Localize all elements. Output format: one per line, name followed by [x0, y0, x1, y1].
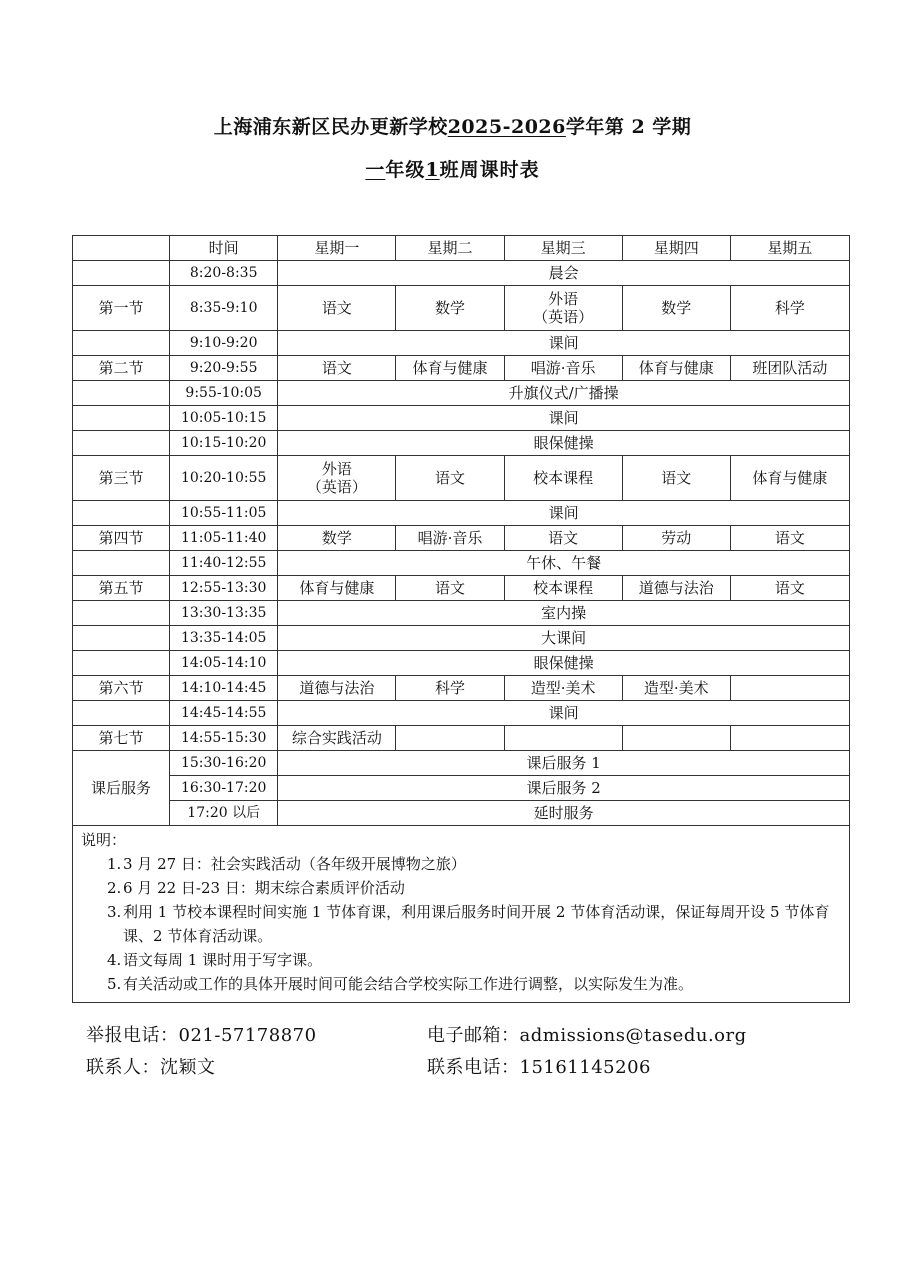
after-school-row	[73, 776, 850, 801]
subject-cell: 造型·美术	[622, 676, 730, 701]
time-cell: 9:20-9:55	[170, 356, 278, 381]
subject-cell: 语文	[278, 286, 396, 331]
subject-cell: 数学	[396, 286, 504, 331]
break-row	[73, 406, 850, 431]
period-cell: 第一节	[73, 286, 170, 331]
subject-cell: 语文	[504, 526, 622, 551]
note-text: 利用 1 节校本课程时间实施 1 节体育课，利用课后服务时间开展 2 节体育活动课，保证每周开设 5 节体育课、2 节体育活动课。	[123, 903, 830, 945]
lesson-row	[73, 726, 850, 751]
title-years: 2025-2026	[447, 116, 566, 138]
period-cell	[73, 431, 170, 456]
header-time-cell: 时间	[170, 236, 278, 261]
period-cell: 第五节	[73, 576, 170, 601]
subject-line: 外语	[548, 290, 579, 308]
break-row	[73, 331, 850, 356]
header-row	[73, 236, 850, 261]
time-cell: 8:35-9:10	[170, 286, 278, 331]
notes-cell	[73, 826, 850, 1003]
time-cell: 16:30-17:20	[170, 776, 278, 801]
break-row	[73, 626, 850, 651]
header-day-cell: 星期二	[396, 236, 504, 261]
note-number: 3.	[107, 903, 122, 921]
activity-cell: 晨会	[278, 261, 850, 286]
note-item	[107, 900, 843, 948]
time-cell: 14:45-14:55	[170, 701, 278, 726]
activity-cell: 大课间	[278, 626, 850, 651]
contact-person: 联系人：沈颖文	[86, 1057, 216, 1078]
subject-cell	[396, 726, 504, 751]
subject-cell: 校本课程	[504, 576, 622, 601]
note-number: 1.	[107, 855, 122, 873]
note-item	[107, 972, 843, 996]
period-cell: 第二节	[73, 356, 170, 381]
period-cell: 第四节	[73, 526, 170, 551]
note-item	[107, 876, 843, 900]
subtitle-suffix: 班周课时表	[439, 159, 540, 181]
subject-cell: 语文	[730, 576, 849, 601]
lesson-row	[73, 676, 850, 701]
contact-email: 电子邮箱：admissions@tasedu.org	[427, 1025, 747, 1046]
subject-cell: 语文	[730, 526, 849, 551]
subject-cell: 道德与法治	[622, 576, 730, 601]
subject-cell	[730, 676, 849, 701]
break-row	[73, 261, 850, 286]
subtitle-grade: 一	[365, 159, 386, 181]
period-cell	[73, 601, 170, 626]
break-row	[73, 501, 850, 526]
header-period-cell	[73, 236, 170, 261]
note-number: 2.	[107, 879, 122, 897]
lesson-row	[73, 456, 850, 501]
break-row	[73, 651, 850, 676]
break-row	[73, 381, 850, 406]
time-cell: 10:55-11:05	[170, 501, 278, 526]
notes-row	[73, 826, 850, 1003]
break-row	[73, 701, 850, 726]
subtitle-class: 1	[425, 159, 440, 181]
time-cell: 15:30-16:20	[170, 751, 278, 776]
subject-cell: 造型·美术	[504, 676, 622, 701]
period-cell	[73, 551, 170, 576]
notes-list	[81, 852, 843, 996]
note-item	[107, 948, 843, 972]
activity-cell: 课间	[278, 701, 850, 726]
subject-cell: 综合实践活动	[278, 726, 396, 751]
activity-cell: 课后服务 1	[278, 751, 850, 776]
time-cell: 14:55-15:30	[170, 726, 278, 751]
time-cell: 13:30-13:35	[170, 601, 278, 626]
time-cell: 17:20 以后	[170, 801, 278, 826]
note-text: 6 月 22 日-23 日：期末综合素质评价活动	[123, 879, 405, 897]
subject-cell: 唱游·音乐	[396, 526, 504, 551]
header-day-cell: 星期三	[504, 236, 622, 261]
activity-cell: 眼保健操	[278, 431, 850, 456]
period-cell	[73, 381, 170, 406]
period-cell	[73, 626, 170, 651]
lesson-row	[73, 356, 850, 381]
period-cell: 第三节	[73, 456, 170, 501]
time-cell: 11:05-11:40	[170, 526, 278, 551]
period-cell	[73, 651, 170, 676]
break-row	[73, 601, 850, 626]
note-text: 3 月 27 日：社会实践活动（各年级开展博物之旅）	[123, 855, 466, 873]
time-cell: 8:20-8:35	[170, 261, 278, 286]
subject-line: （英语）	[306, 478, 367, 496]
time-cell: 9:55-10:05	[170, 381, 278, 406]
subject-cell: 科学	[396, 676, 504, 701]
period-cell	[73, 261, 170, 286]
time-cell: 10:20-10:55	[170, 456, 278, 501]
break-row	[73, 431, 850, 456]
lesson-row	[73, 576, 850, 601]
title-school: 上海浦东新区民办更新学校	[213, 116, 448, 138]
period-cell	[73, 701, 170, 726]
subject-cell: 班团队活动	[730, 356, 849, 381]
time-cell: 14:05-14:10	[170, 651, 278, 676]
note-item	[107, 852, 843, 876]
subject-cell: 体育与健康	[396, 356, 504, 381]
subject-cell: 语文	[278, 356, 396, 381]
activity-cell: 室内操	[278, 601, 850, 626]
header-day-cell: 星期五	[730, 236, 849, 261]
after-school-label: 课后服务	[73, 751, 170, 826]
period-cell: 第七节	[73, 726, 170, 751]
activity-cell: 课间	[278, 331, 850, 356]
subject-cell: 语文	[622, 456, 730, 501]
period-cell	[73, 331, 170, 356]
contact-phone: 联系电话：15161145206	[427, 1057, 651, 1078]
report-phone: 举报电话：021-57178870	[86, 1025, 317, 1046]
break-row	[73, 551, 850, 576]
time-cell: 9:10-9:20	[170, 331, 278, 356]
activity-cell: 眼保健操	[278, 651, 850, 676]
subject-cell: 道德与法治	[278, 676, 396, 701]
subject-cell: 唱游·音乐	[504, 356, 622, 381]
subject-cell: 体育与健康	[622, 356, 730, 381]
period-cell: 第六节	[73, 676, 170, 701]
subject-cell	[278, 456, 396, 501]
subject-cell	[504, 286, 622, 331]
period-cell	[73, 406, 170, 431]
subject-cell: 数学	[622, 286, 730, 331]
document-title	[0, 112, 905, 139]
subject-cell: 校本课程	[504, 456, 622, 501]
note-number: 4.	[107, 951, 122, 969]
timetable-body	[73, 236, 850, 1003]
time-cell: 10:05-10:15	[170, 406, 278, 431]
subject-cell	[622, 726, 730, 751]
subject-cell: 科学	[730, 286, 849, 331]
subject-cell: 体育与健康	[730, 456, 849, 501]
header-day-cell: 星期四	[622, 236, 730, 261]
subject-cell: 语文	[396, 576, 504, 601]
subject-cell: 劳动	[622, 526, 730, 551]
timetable	[72, 235, 850, 1003]
activity-cell: 升旗仪式/广播操	[278, 381, 850, 406]
note-number: 5.	[107, 975, 122, 993]
subject-cell: 数学	[278, 526, 396, 551]
subject-line: （英语）	[533, 308, 594, 326]
activity-cell: 课间	[278, 406, 850, 431]
time-cell: 10:15-10:20	[170, 431, 278, 456]
activity-cell: 午休、午餐	[278, 551, 850, 576]
after-school-row	[73, 801, 850, 826]
activity-cell: 延时服务	[278, 801, 850, 826]
notes-title: 说明：	[81, 831, 127, 849]
subtitle-grade-label: 年级	[385, 159, 426, 181]
subject-cell: 语文	[396, 456, 504, 501]
period-cell	[73, 501, 170, 526]
header-day-cell: 星期一	[278, 236, 396, 261]
time-cell: 14:10-14:45	[170, 676, 278, 701]
subject-cell: 体育与健康	[278, 576, 396, 601]
subject-line: 外语	[321, 460, 352, 478]
time-cell: 13:35-14:05	[170, 626, 278, 651]
time-cell: 11:40-12:55	[170, 551, 278, 576]
lesson-row	[73, 286, 850, 331]
note-text: 有关活动或工作的具体开展时间可能会结合学校实际工作进行调整，以实际发生为准。	[123, 975, 694, 993]
time-cell: 12:55-13:30	[170, 576, 278, 601]
lesson-row	[73, 526, 850, 551]
document-subtitle	[0, 155, 905, 182]
after-school-row	[73, 751, 850, 776]
note-text: 语文每周 1 课时用于写字课。	[123, 951, 323, 969]
subject-cell	[730, 726, 849, 751]
activity-cell: 课间	[278, 501, 850, 526]
activity-cell: 课后服务 2	[278, 776, 850, 801]
title-semester: 学年第 2 学期	[565, 116, 692, 138]
subject-cell	[504, 726, 622, 751]
